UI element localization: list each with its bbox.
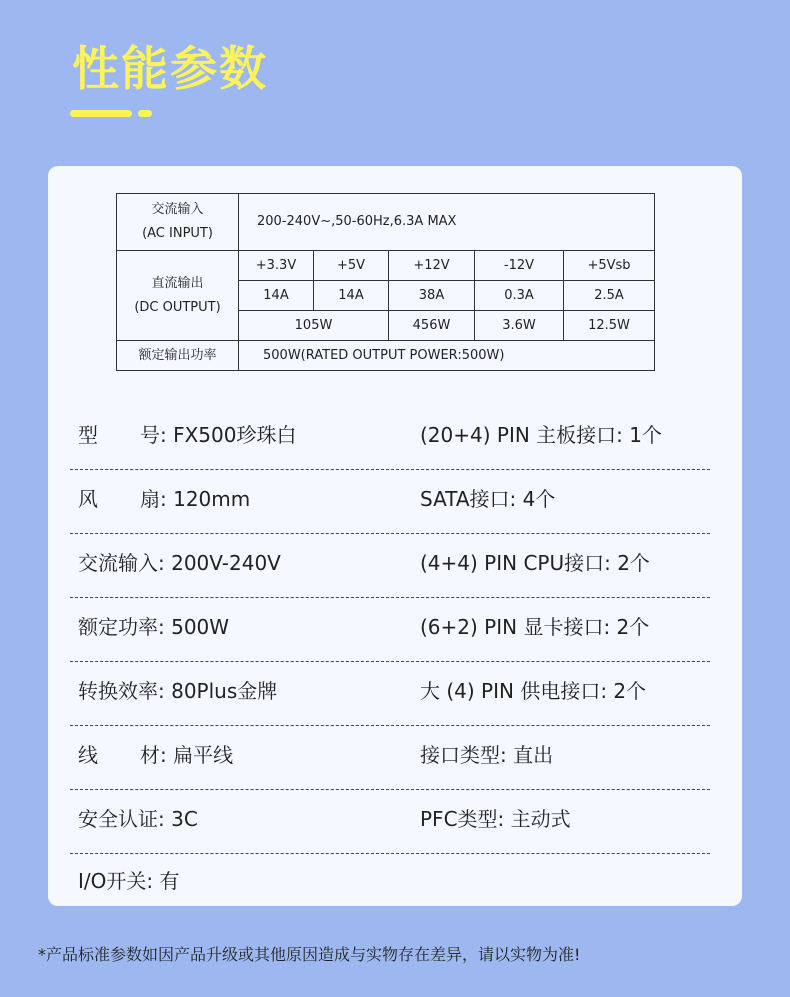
spec-left: [78, 486, 250, 512]
spec-value: : 120mm: [160, 487, 251, 511]
spec-key-b: 材: [140, 743, 160, 767]
spec-key-a: 线: [78, 743, 98, 767]
ac-input-label: [117, 194, 239, 251]
rated-power-label: 额定输出功率: [117, 341, 239, 371]
dc-label-en: (DC OUTPUT): [134, 299, 221, 315]
power-cell: 12.5W: [564, 311, 655, 341]
rail-cell: +5V: [314, 251, 389, 281]
title-underline: [70, 110, 132, 117]
spec-row: [70, 406, 710, 470]
spec-table: [116, 193, 655, 371]
spec-row: [70, 790, 710, 854]
page-title: 性能参数: [72, 42, 268, 97]
footnote: *产品标准参数如因产品升级或其他原因造成与实物存在差异，请以实物为准!: [38, 945, 581, 964]
spec-row: [70, 662, 710, 726]
dc-label-cn: 直流输出: [151, 275, 204, 291]
rail-cell: +3.3V: [239, 251, 314, 281]
spec-right: (20+4) PIN 主板接口: 1个: [420, 423, 662, 447]
spec-right: 大 (4) PIN 供电接口: 2个: [420, 679, 647, 703]
current-cell: 14A: [314, 281, 389, 311]
spec-row: [70, 726, 710, 790]
title-underline-dot: [138, 110, 152, 117]
current-cell: 2.5A: [564, 281, 655, 311]
spec-key-a: 型: [78, 423, 98, 447]
spec-value: : 扁平线: [160, 743, 234, 767]
power-cell: 3.6W: [475, 311, 564, 341]
spec-left: 转换效率: 80Plus金牌: [78, 679, 278, 703]
current-cell: 14A: [239, 281, 314, 311]
spec-left: I/O开关: 有: [78, 869, 180, 893]
power-cell: 105W: [239, 311, 389, 341]
power-cell: 456W: [389, 311, 475, 341]
rail-cell: +12V: [389, 251, 475, 281]
spec-right: PFC类型: 主动式: [420, 807, 571, 831]
spec-list: [70, 406, 710, 917]
ac-label-cn: 交流输入: [151, 202, 204, 217]
spec-row: [70, 534, 710, 598]
spec-value: : FX500珍珠白: [160, 423, 297, 447]
spec-row: [70, 470, 710, 534]
rated-power-value: 500W(RATED OUTPUT POWER:500W): [239, 341, 655, 371]
current-cell: 0.3A: [475, 281, 564, 311]
ac-input-row: [117, 194, 655, 251]
ac-input-value: 200-240V~,50-60Hz,6.3A MAX: [239, 194, 655, 251]
spec-card: [48, 166, 742, 906]
dc-rail-row: [117, 251, 655, 281]
spec-row: [70, 854, 710, 917]
spec-key-b: 扇: [140, 487, 160, 511]
rail-cell: -12V: [475, 251, 564, 281]
rated-power-row: [117, 341, 655, 371]
spec-right: (4+4) PIN CPU接口: 2个: [420, 551, 650, 575]
spec-left: 交流输入: 200V-240V: [78, 551, 281, 575]
spec-key-a: 风: [78, 487, 98, 511]
ac-label-en: (AC INPUT): [142, 226, 213, 241]
spec-right: (6+2) PIN 显卡接口: 2个: [420, 615, 650, 639]
spec-right: SATA接口: 4个: [420, 487, 556, 511]
spec-left: [78, 422, 296, 448]
current-cell: 38A: [389, 281, 475, 311]
spec-key-b: 号: [140, 423, 160, 447]
rail-cell: +5Vsb: [564, 251, 655, 281]
spec-left: 安全认证: 3C: [78, 807, 198, 831]
dc-output-label: [117, 251, 239, 341]
spec-row: [70, 598, 710, 662]
spec-right: 接口类型: 直出: [420, 743, 554, 767]
spec-left: 额定功率: 500W: [78, 615, 230, 639]
spec-left: [78, 742, 233, 768]
